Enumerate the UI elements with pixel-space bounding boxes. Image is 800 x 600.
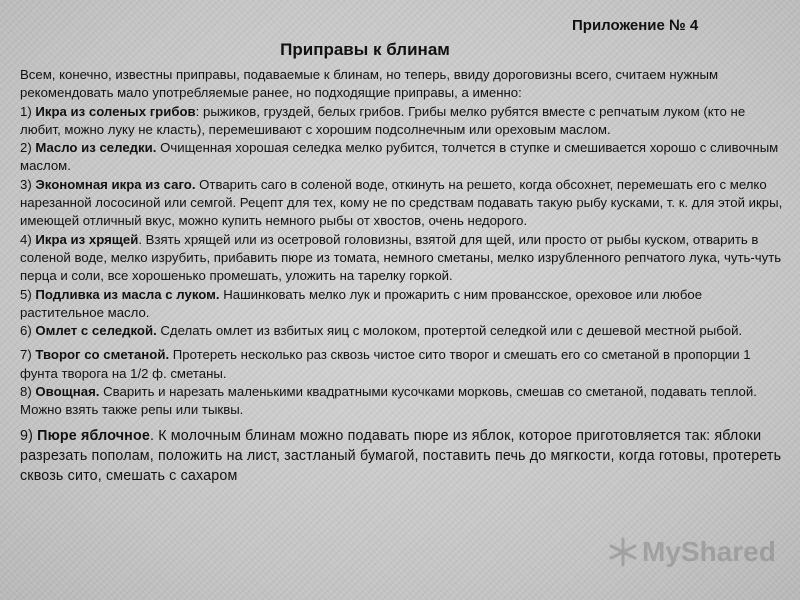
recipe-item-8	[20, 383, 788, 420]
recipe-name: Творог со сметаной.	[35, 347, 170, 363]
recipe-name: Масло из селедки.	[35, 140, 157, 156]
recipe-name: Омлет с селедкой.	[35, 323, 157, 339]
recipe-item-4	[20, 231, 788, 286]
recipe-text: Сделать омлет из взбитых яиц с молоком, протертой селедкой или с дешевой местной рыбой.	[156, 323, 743, 339]
recipe-number: 8)	[20, 384, 32, 400]
intro-paragraph: Всем, конечно, известны приправы, подаваемые к блинам, но теперь, ввиду дороговизны всего, считаем нужным рекомендовать мало употребляемые ранее, но подходящие приправы, а именно:	[20, 67, 719, 101]
recipe-number: 3)	[20, 176, 32, 192]
recipe-number: 1)	[20, 103, 32, 119]
recipe-name: Подливка из масла с луком.	[35, 286, 220, 302]
watermark	[608, 536, 776, 568]
recipe-name: Икра из хрящей	[35, 231, 139, 247]
recipe-item-2	[20, 139, 788, 176]
recipe-text: . К молочным блинам можно подавать пюре из яблок, которое приготовляется так: яблоки разрезать пополам, положить на лист, застланый бумагой, поставить печь до мягкости, когда готовы, протереть сквозь сито, смешать с сахаром	[20, 427, 782, 484]
recipe-number: 9)	[20, 427, 34, 444]
recipe-text: Сварить и нарезать маленькими квадратными кусочками морковь, смешав со сметаной, подавать теплой. Можно взять также репы или тыквы.	[20, 384, 757, 418]
recipe-number: 7)	[20, 347, 32, 363]
recipe-name: Икра из соленых грибов	[35, 103, 196, 119]
appendix-label: Приложение № 4	[572, 17, 699, 34]
recipe-text	[20, 66, 788, 486]
recipe-item-7	[20, 346, 788, 383]
recipe-number: 5)	[20, 286, 32, 302]
watermark-text: MyShared	[642, 536, 776, 567]
recipe-text: Нашинковать мелко лук и прожарить с ним провансское, ореховое или любое растительное масло.	[20, 286, 703, 320]
recipe-number: 2)	[20, 140, 32, 156]
recipe-number: 6)	[20, 323, 32, 339]
recipe-text: : рыжиков, груздей, белых грибов. Грибы мелко рубятся вместе с репчатым луком (кто не любит, можно луку не класть), перемешивают с хорошим подсолнечным или ореховым маслом.	[20, 103, 746, 137]
snowflake-icon	[608, 537, 638, 567]
recipe-number: 4)	[20, 231, 32, 247]
recipe-text: Протереть несколько раз сквозь чистое сито творог и смешать его со сметаной в пропорции 1 фунта творога на 1/2 ф. сметаны.	[20, 347, 751, 381]
recipe-name: Овощная.	[35, 384, 100, 400]
recipe-name: Пюре яблочное	[37, 427, 150, 444]
recipe-text: . Взять хрящей или из осетровой головизны, взятой для щей, или просто от рыбы куском, отварить в соленой воде, мелко изрубить, прибавить пюре из томата, немного сметаны, мелко изрубленного репчатого лука, чуть-чуть перца и соли, все хорошенько промешать, уложить на тарелку горкой.	[20, 231, 782, 284]
recipe-name: Экономная икра из саго.	[35, 176, 196, 192]
recipe-item-1	[20, 103, 788, 140]
recipe-item-3	[20, 176, 788, 231]
recipe-text: Очищенная хорошая селедка мелко рубится, толчется в ступке и смешивается хорошо с сливочным маслом.	[20, 140, 779, 174]
recipe-item-5	[20, 286, 788, 323]
recipe-item-9	[20, 426, 788, 486]
recipe-text: Отварить саго в соленой воде, откинуть на решето, когда обсохнет, перемешать его с мелко нарезанной лососиной или семгой. Рецепт для тех, кому не по средствам подавать такую рыбу кусками, т. к. для этой икры, имеющей отличный вкус, можно купить немного рыбы от хвостов, очень недорого.	[20, 176, 783, 229]
page-title: Приправы к блинам	[280, 40, 450, 59]
recipe-item-6	[20, 322, 788, 340]
